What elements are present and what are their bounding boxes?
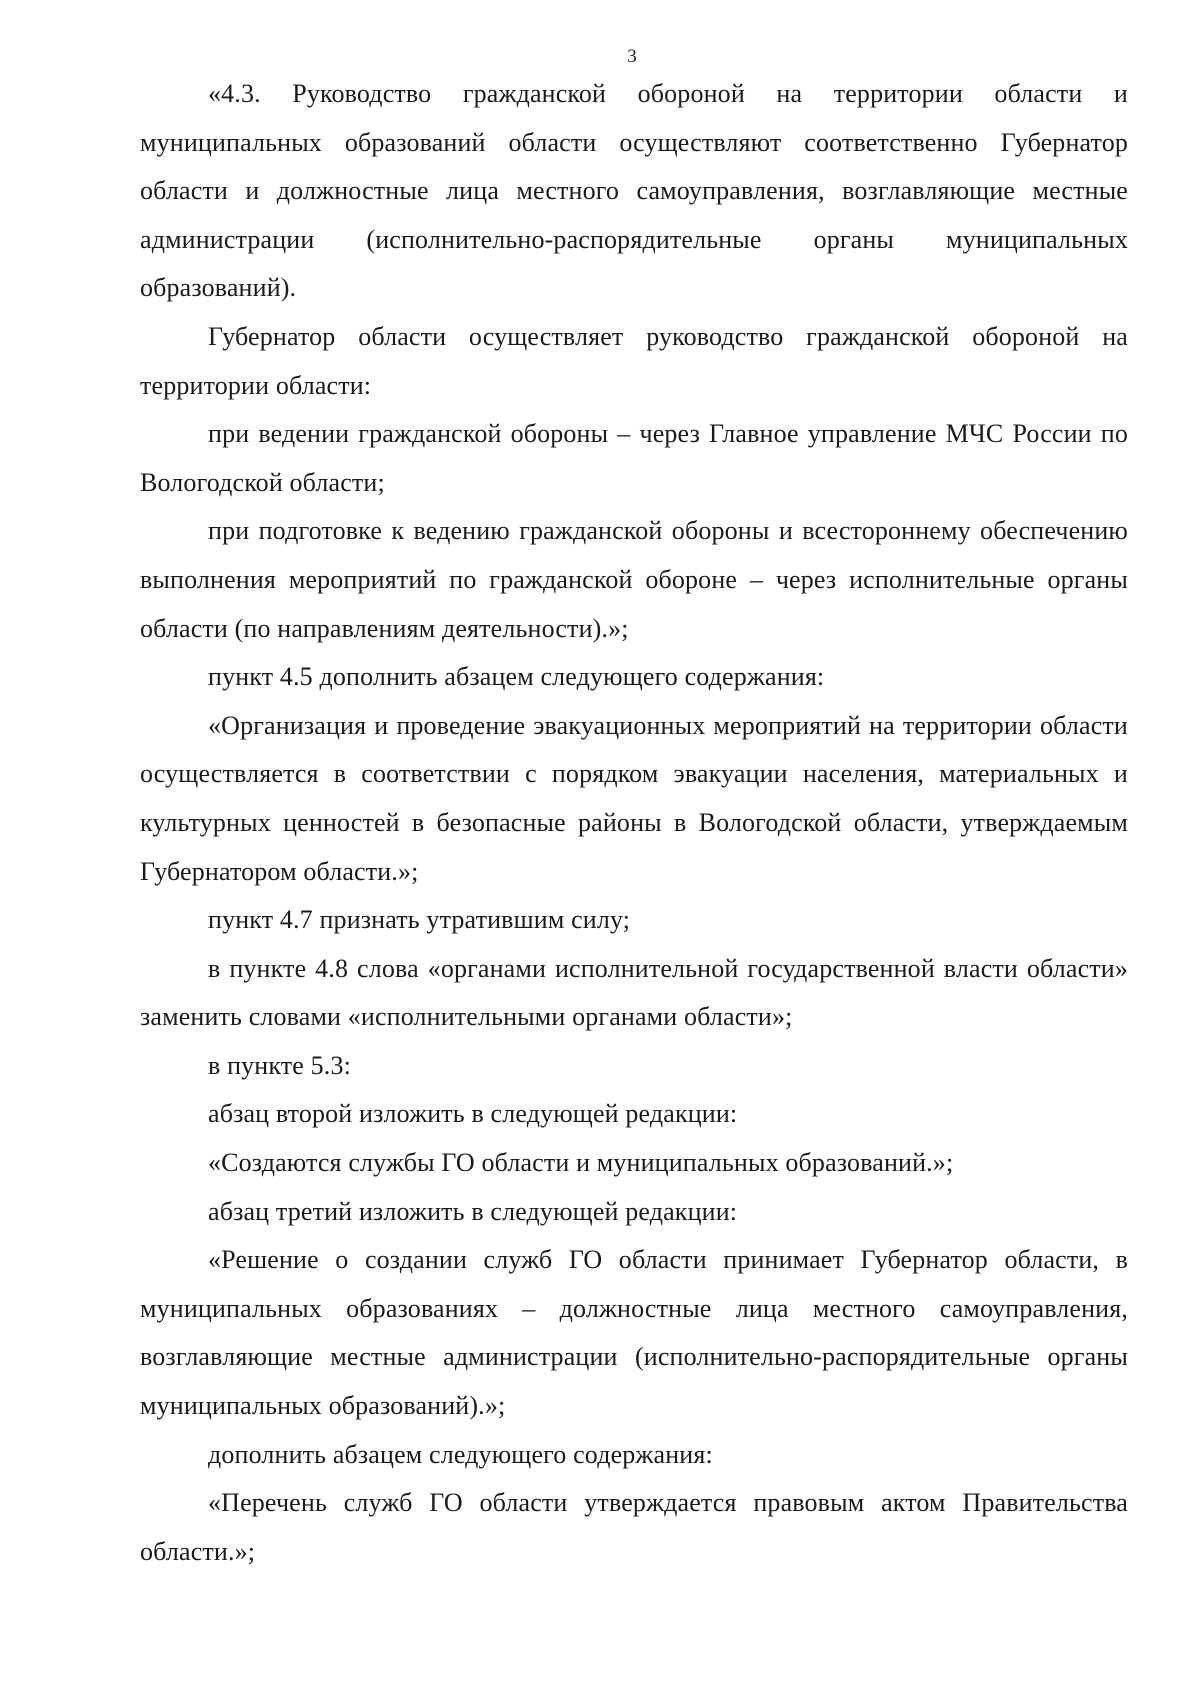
paragraph-point-4-7: пункт 4.7 признать утратившим силу;: [208, 905, 631, 935]
paragraph-third-abzac: абзац третий изложить в следующей редакции:: [208, 1196, 738, 1226]
paragraph-add-abzac: дополнить абзацем следующего содержания:: [208, 1439, 713, 1469]
paragraph-evacuation: «Организация и проведение эвакуационных мероприятий на территории области осуществляется в соответствии с порядком эвакуации населения, материальных и культурных ценностей в безопасные районы в Вологодской области, утверждаемым Губернатором области.»;: [140, 710, 1128, 886]
paragraph-governor-leadership: Губернатор области осуществляет руководство гражданской обороной на территории области:: [140, 321, 1128, 400]
paragraph-services-created: «Создаются службы ГО области и муниципальных образований.»;: [208, 1148, 954, 1178]
document-body: [140, 70, 1128, 1576]
paragraph-second-abzac: абзац второй изложить в следующей редакции:: [208, 1099, 738, 1129]
paragraph-point-4-5: пункт 4.5 дополнить абзацем следующего содержания:: [208, 662, 825, 692]
paragraph-conduct-civil-defense: при ведении гражданской обороны – через Главное управление МЧС России по Вологодской области;: [140, 419, 1128, 497]
page-number: 3: [627, 46, 637, 67]
paragraph-preparation-civil-defense: при подготовке к ведению гражданской обороны и всестороннему обеспечению выполнения мероприятий по гражданской обороне – через исполнительные органы области (по направлениям деятельности).»;: [140, 516, 1128, 643]
paragraph-decision-services: «Решение о создании служб ГО области принимает Губернатор области, в муниципальных образованиях – должностные лица местного самоуправления, возглавляющие местные администрации (исполнительно-распорядительные органы муниципальных образований).»;: [140, 1245, 1128, 1421]
paragraph-point-5-3: в пункте 5.3:: [208, 1050, 351, 1080]
paragraph-point-4-8: в пункте 4.8 слова «органами исполнительной государственной власти области» заменить словами «исполнительными органами области»;: [140, 953, 1128, 1032]
paragraph-4-3: «4.3. Руководство гражданской обороной на территории области и муниципальных образований области осуществляют соответственно Губернатор области и должностные лица местного самоуправления, возглавляющие местные администрации (исполнительно-распорядительные органы муниципальных образований).: [140, 79, 1128, 303]
paragraph-services-list: «Перечень служб ГО области утверждается правовым актом Правительства области.»;: [140, 1488, 1128, 1566]
